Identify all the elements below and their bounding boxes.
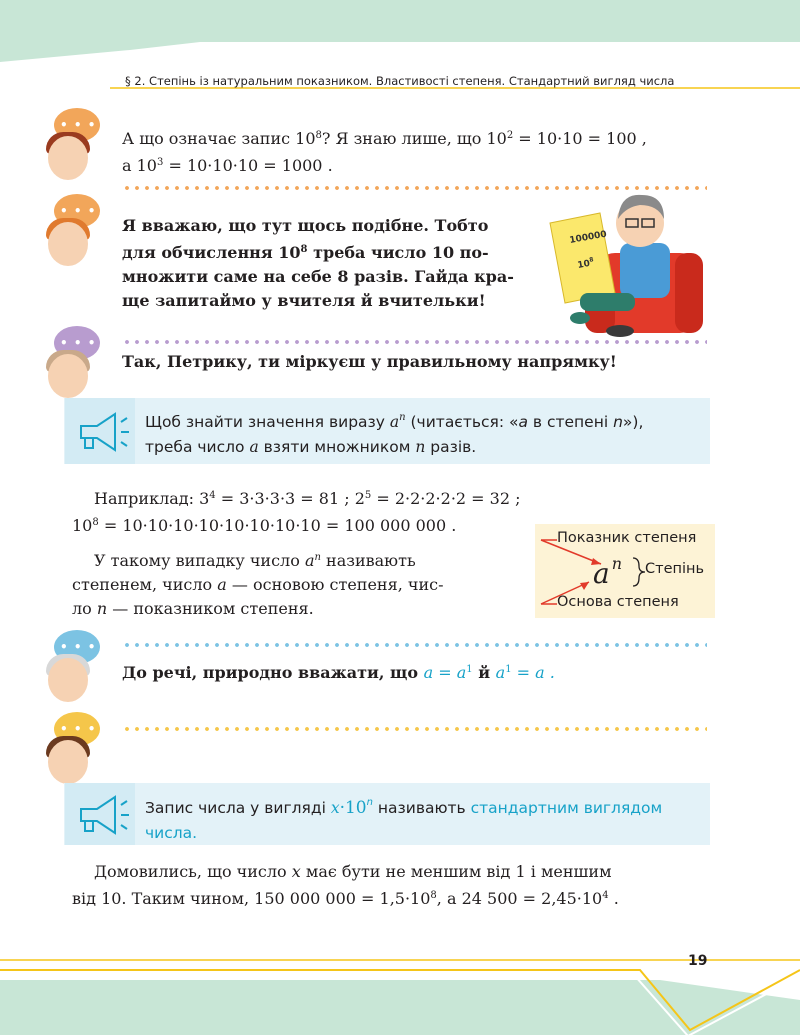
power-label: Степінь	[645, 561, 705, 577]
power-symbol: an	[593, 554, 623, 590]
avatar-boy	[46, 194, 116, 274]
face-icon	[48, 354, 88, 398]
dialogue-2: Я вважаю, що тут щось подібне. Тобто для обчислення $10^8$ треба число 10 по- множити саме на себе 8 разів. Гайда кра- ще запитаймо у вчителя й вчительки!	[122, 216, 514, 310]
bubble-dots: • • •	[60, 118, 97, 132]
bubble-dots: • • •	[60, 722, 97, 736]
paper-text-2: $10^8$	[576, 256, 595, 271]
exponent-label: Показник степеня	[557, 530, 697, 546]
dotted-separator-3	[122, 643, 707, 647]
section-title: § 2. Степінь із натуральним показником. Властивості степеня. Стандартний вигляд числа	[125, 74, 675, 88]
megaphone-icon	[75, 793, 131, 837]
rule-2-text: Запис числа у вигляді $x\cdot 10^n$ називають стандартним виглядом числа.	[145, 797, 663, 842]
face-icon	[48, 222, 88, 266]
avatar-woman-teacher	[46, 326, 116, 406]
avatar-girl	[46, 108, 116, 188]
teacher-illustration	[540, 183, 710, 343]
avatar-grandpa	[46, 630, 116, 710]
example-text: Наприклад: $3^4 = 3\cdot 3\cdot 3\cdot 3 = 81$ ; $2^5 = 2\cdot 2\cdot 2\cdot 2\cdot 2 = 32$ ; $10^8 = 10\cdot 10\cdot 10\cdot 10\cdot 10\cdot 10\cdot 10\cdot 10 = 100$ 000 000 .	[72, 489, 521, 535]
face-icon	[48, 658, 88, 702]
page-number: 19	[688, 953, 708, 969]
dialogue-3: Так, Петрику, ти міркуєш у правильному напрямку!	[122, 352, 617, 371]
definition-text: У такому випадку число $a^n$ називають степенем, число a — основою степеня, чис- ло n — показником степеня.	[72, 551, 444, 618]
dialogue-1: А що означає запис $10^8$? Я знаю лише, що $10^2 = 10\cdot 10 = 100$ , а $10^3 = 10\cdot 10\cdot 10 = 1000$ .	[122, 129, 647, 175]
power-diagram	[535, 524, 715, 618]
paper-text-1: 100000	[568, 229, 608, 246]
dialogue-4: До речі, природно вважати, що $a = a^1$ й $a^1 = a$ .	[122, 663, 555, 682]
base-label: Основа степеня	[557, 594, 679, 610]
dotted-separator-2	[122, 340, 707, 344]
rule-1-text: Щоб знайти значення виразу $a^n$ (читається: «a в степені n»), треба число a взяти множником n разів.	[145, 412, 644, 456]
megaphone-icon	[75, 410, 131, 454]
face-icon	[48, 136, 88, 180]
dotted-separator-4	[122, 727, 707, 731]
footer-decoration	[0, 940, 800, 1035]
bubble-dots: • • •	[60, 640, 97, 654]
agreement-text: Домовились, що число x має бути не меншим від 1 і меншим від 10. Таким чином, 150 000 $000 = 1,5\cdot 10^8$, а 24 $500 = 2,45\cdot 10^4$ .	[72, 862, 619, 908]
footer-band	[0, 940, 800, 1035]
face-icon	[48, 740, 88, 784]
bubble-dots: • • •	[60, 336, 97, 350]
avatar-bearded-man	[46, 712, 116, 792]
header-band	[0, 0, 800, 95]
bubble-dots: • • •	[60, 204, 97, 218]
